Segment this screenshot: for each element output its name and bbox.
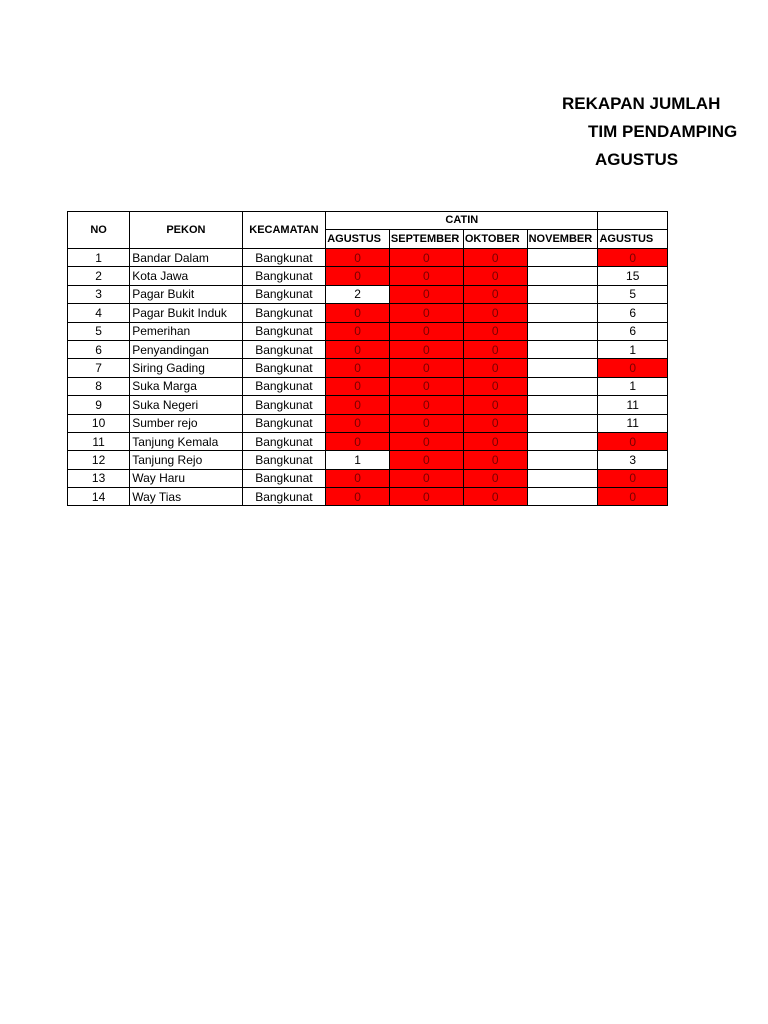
cell-november <box>527 451 598 469</box>
cell-no: 14 <box>68 488 130 506</box>
cell-oktober: 0 <box>463 249 527 267</box>
cell-oktober: 0 <box>463 469 527 487</box>
cell-september: 0 <box>389 414 463 432</box>
cell-no: 12 <box>68 451 130 469</box>
table-row <box>68 377 668 395</box>
cell-agustus-2: 0 <box>598 488 668 506</box>
cell-agustus: 2 <box>326 285 390 303</box>
cell-agustus-2: 11 <box>598 414 668 432</box>
cell-pekon: Bandar Dalam <box>130 249 242 267</box>
table-body <box>68 249 668 506</box>
cell-november <box>527 469 598 487</box>
cell-kecamatan: Bangkunat <box>242 469 326 487</box>
table-row <box>68 414 668 432</box>
cell-november <box>527 285 598 303</box>
cell-agustus-2: 15 <box>598 267 668 285</box>
cell-agustus: 0 <box>326 414 390 432</box>
cell-oktober: 0 <box>463 432 527 450</box>
cell-september: 0 <box>389 359 463 377</box>
cell-pekon: Pemerihan <box>130 322 242 340</box>
cell-oktober: 0 <box>463 488 527 506</box>
table-row <box>68 396 668 414</box>
cell-no: 8 <box>68 377 130 395</box>
cell-november <box>527 322 598 340</box>
cell-september: 0 <box>389 340 463 358</box>
cell-pekon: Pagar Bukit Induk <box>130 304 242 322</box>
cell-agustus: 0 <box>326 488 390 506</box>
cell-oktober: 0 <box>463 267 527 285</box>
cell-pekon: Way Haru <box>130 469 242 487</box>
cell-agustus-2: 6 <box>598 322 668 340</box>
cell-agustus: 0 <box>326 340 390 358</box>
cell-november <box>527 414 598 432</box>
cell-kecamatan: Bangkunat <box>242 267 326 285</box>
cell-september: 0 <box>389 377 463 395</box>
cell-pekon: Way Tias <box>130 488 242 506</box>
cell-september: 0 <box>389 451 463 469</box>
cell-kecamatan: Bangkunat <box>242 359 326 377</box>
cell-agustus: 0 <box>326 377 390 395</box>
cell-november <box>527 249 598 267</box>
cell-september: 0 <box>389 322 463 340</box>
cell-no: 13 <box>68 469 130 487</box>
header-group-second <box>598 212 668 230</box>
cell-agustus: 0 <box>326 432 390 450</box>
cell-pekon: Siring Gading <box>130 359 242 377</box>
cell-oktober: 0 <box>463 285 527 303</box>
cell-agustus-2: 0 <box>598 249 668 267</box>
cell-no: 6 <box>68 340 130 358</box>
cell-oktober: 0 <box>463 451 527 469</box>
cell-agustus-2: 5 <box>598 285 668 303</box>
cell-kecamatan: Bangkunat <box>242 285 326 303</box>
report-title-block <box>0 0 768 200</box>
cell-november <box>527 304 598 322</box>
cell-kecamatan: Bangkunat <box>242 451 326 469</box>
cell-pekon: Kota Jawa <box>130 267 242 285</box>
cell-kecamatan: Bangkunat <box>242 396 326 414</box>
cell-oktober: 0 <box>463 340 527 358</box>
cell-pekon: Suka Negeri <box>130 396 242 414</box>
cell-september: 0 <box>389 396 463 414</box>
cell-agustus: 0 <box>326 249 390 267</box>
table-row <box>68 451 668 469</box>
cell-kecamatan: Bangkunat <box>242 249 326 267</box>
cell-agustus-2: 0 <box>598 359 668 377</box>
cell-september: 0 <box>389 285 463 303</box>
cell-oktober: 0 <box>463 414 527 432</box>
cell-agustus: 0 <box>326 322 390 340</box>
cell-oktober: 0 <box>463 359 527 377</box>
cell-november <box>527 359 598 377</box>
header-month-november: NOVEMBER <box>527 229 598 248</box>
cell-agustus-2: 11 <box>598 396 668 414</box>
cell-pekon: Penyandingan <box>130 340 242 358</box>
header-month-agustus: AGUSTUS <box>326 229 390 248</box>
recap-table <box>67 211 668 506</box>
cell-agustus-2: 6 <box>598 304 668 322</box>
cell-oktober: 0 <box>463 377 527 395</box>
table-row <box>68 285 668 303</box>
table-row <box>68 322 668 340</box>
cell-agustus-2: 0 <box>598 469 668 487</box>
cell-agustus: 0 <box>326 469 390 487</box>
cell-november <box>527 432 598 450</box>
table-row <box>68 488 668 506</box>
spreadsheet-area <box>67 211 668 507</box>
report-title-line-3: AGUSTUS <box>595 150 679 169</box>
cell-agustus-2: 1 <box>598 377 668 395</box>
table-row <box>68 469 668 487</box>
cell-no: 7 <box>68 359 130 377</box>
cell-kecamatan: Bangkunat <box>242 340 326 358</box>
table-row <box>68 340 668 358</box>
cell-kecamatan: Bangkunat <box>242 488 326 506</box>
cell-pekon: Pagar Bukit <box>130 285 242 303</box>
header-no: NO <box>68 212 130 249</box>
cell-september: 0 <box>389 469 463 487</box>
cell-september: 0 <box>389 249 463 267</box>
table-row <box>68 432 668 450</box>
table-row <box>68 267 668 285</box>
table-row <box>68 359 668 377</box>
cell-pekon: Tanjung Rejo <box>130 451 242 469</box>
cell-pekon: Tanjung Kemala <box>130 432 242 450</box>
cell-kecamatan: Bangkunat <box>242 414 326 432</box>
cell-agustus-2: 3 <box>598 451 668 469</box>
header-kecamatan: KECAMATAN <box>242 212 326 249</box>
cell-pekon: Sumber rejo <box>130 414 242 432</box>
cell-no: 9 <box>68 396 130 414</box>
cell-oktober: 0 <box>463 304 527 322</box>
cell-no: 2 <box>68 267 130 285</box>
cell-november <box>527 377 598 395</box>
cell-november <box>527 488 598 506</box>
cell-september: 0 <box>389 488 463 506</box>
cell-no: 11 <box>68 432 130 450</box>
cell-agustus: 0 <box>326 267 390 285</box>
cell-no: 10 <box>68 414 130 432</box>
table-row <box>68 249 668 267</box>
cell-oktober: 0 <box>463 322 527 340</box>
header-month-agustus-2: AGUSTUS <box>598 229 668 248</box>
header-group-catin: CATIN <box>326 212 598 230</box>
cell-no: 5 <box>68 322 130 340</box>
cell-kecamatan: Bangkunat <box>242 322 326 340</box>
cell-november <box>527 340 598 358</box>
cell-no: 1 <box>68 249 130 267</box>
cell-november <box>527 267 598 285</box>
cell-no: 4 <box>68 304 130 322</box>
cell-agustus-2: 0 <box>598 432 668 450</box>
header-month-september: SEPTEMBER <box>389 229 463 248</box>
cell-agustus-2: 1 <box>598 340 668 358</box>
cell-agustus: 0 <box>326 396 390 414</box>
cell-september: 0 <box>389 304 463 322</box>
cell-agustus: 0 <box>326 359 390 377</box>
cell-september: 0 <box>389 267 463 285</box>
cell-kecamatan: Bangkunat <box>242 377 326 395</box>
table-row <box>68 304 668 322</box>
cell-no: 3 <box>68 285 130 303</box>
cell-kecamatan: Bangkunat <box>242 304 326 322</box>
cell-agustus: 1 <box>326 451 390 469</box>
report-title-line-1: REKAPAN JUMLAH <box>562 94 721 113</box>
cell-september: 0 <box>389 432 463 450</box>
cell-oktober: 0 <box>463 396 527 414</box>
cell-november <box>527 396 598 414</box>
header-pekon: PEKON <box>130 212 242 249</box>
header-month-oktober: OKTOBER <box>463 229 527 248</box>
cell-kecamatan: Bangkunat <box>242 432 326 450</box>
cell-pekon: Suka Marga <box>130 377 242 395</box>
report-title-line-2: TIM PENDAMPING <box>588 122 738 141</box>
cell-agustus: 0 <box>326 304 390 322</box>
